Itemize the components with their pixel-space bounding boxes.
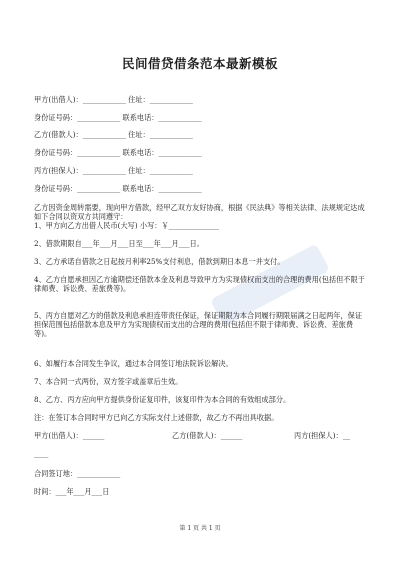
guarantor-id-line: 身份证号码：____________ 联系电话：____________ [34,184,202,193]
signing-time: 时间：___年___月___日 [34,487,110,496]
clause-5: 5、丙方自愿对乙方的借款及利息承担连带责任保证，保证期限为本合同履行期限届满之日起两年，保证担保范围包括借款本息及甲方为实现债权而支出的合理的费用(包括但不限于律师费、诉讼费、差旅费等)。 [34,311,363,338]
clause-3: 3、乙方承诺自借款之日起按月利率25%支付利息，借款到期日本息一并支付。 [34,257,285,266]
signing-place: 合同签订地：____________ [34,469,121,478]
lender-signature: 甲方(出借人)：______ [34,431,105,440]
borrower-id-line: 身份证号码：____________ 联系电话：____________ [34,148,202,157]
clause-1: 1、甲方向乙方出借人民币(大写) 小写：￥______________ [34,221,219,230]
lender-id-line: 身份证号码：____________ 联系电话：____________ [34,113,202,122]
clause-6: 6、如履行本合同发生争议，通过本合同签订地法院诉讼解决。 [34,359,233,368]
borrower-line: 乙方(借款人)：____________ 住址：____________ [34,130,193,139]
borrower-signature: 乙方(借款人)：______ [172,431,243,440]
note-line: 注：在签订本合同时甲方已向乙方实际支付上述借款，故乙方不再出具收据。 [34,413,279,422]
lender-line: 甲方(出借人)：____________ 住址：____________ [34,95,193,104]
guarantor-line: 丙方(担保人)：____________ 住址：____________ [34,166,193,175]
intro-paragraph: 乙方因资金周转需要，现向甲方借款，经甲乙双方友好协商，根据《民法典》等相关法律、法规规定达成如下合同以资双方共同遵守： [34,203,365,221]
clause-8: 8、乙方、丙方应向甲方提供身份证复印件，该复印件为本合同的有效组成部分。 [34,395,291,404]
guarantor-signature: 丙方(担保人)：__ [294,431,350,440]
clause-2: 2、借款期限自___年___月___日至___年___月___日。 [34,239,204,248]
clause-4: 4、乙方自愿承担因乙方逾期偿还借款本金及利息导致甲方为实现债权而支出的合理的费用(包括但不限于律师费、诉讼费、差旅费等)。 [34,275,365,293]
document-title: 民间借贷借条范本最新模板 [121,56,278,71]
page-footer: 第 1 页 共 1 页 [179,525,221,532]
clause-7: 7、本合同一式两份，双方签字或盖章后生效。 [34,377,183,386]
guarantor-signature-continued: ____ [34,449,49,458]
